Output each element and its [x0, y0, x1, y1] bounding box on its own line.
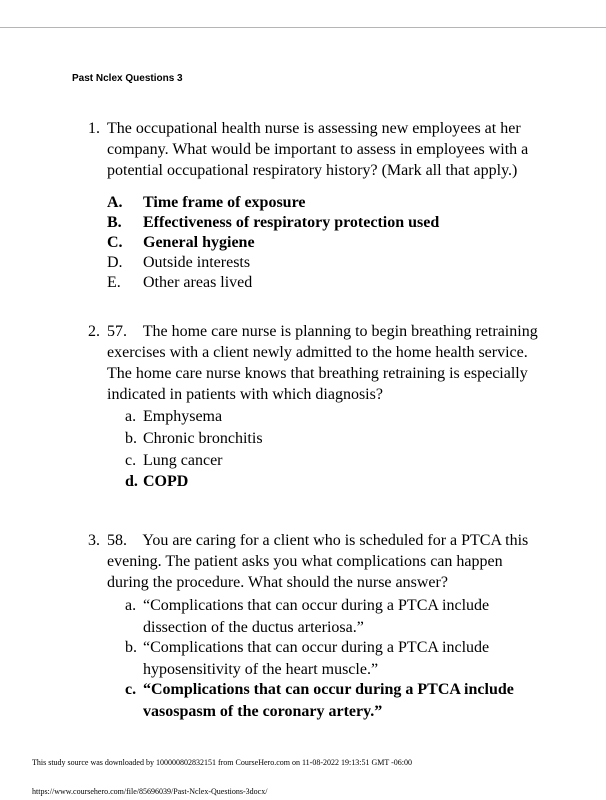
- option-letter: A.: [107, 194, 123, 211]
- option-letter: d.: [125, 473, 138, 490]
- question-1-number: 1.: [88, 120, 100, 137]
- option-text: “Complications that can occur during a PTCA include hyposensitivity of the heart muscle.”: [143, 639, 490, 678]
- option-text: “Complications that can occur during a PTCA include dissection of the ductus arteriosa.”: [143, 597, 490, 636]
- option-letter: b.: [125, 639, 137, 656]
- option-text: Time frame of exposure: [143, 194, 306, 211]
- option-text: Chronic bronchitis: [143, 430, 263, 447]
- option-text: “Complications that can occur during a PTCA include vasospasm of the coronary artery.”: [143, 681, 514, 720]
- download-notice: This study source was downloaded by 100000802832151 from CourseHero.com on 11-08-2022 19:13:51 GMT -06:00: [32, 758, 412, 767]
- source-url: https://www.coursehero.com/file/85696039/Past-Nclex-Questions-3docx/: [32, 787, 268, 796]
- option-letter: c.: [125, 681, 137, 698]
- question-2: [88, 321, 538, 405]
- option-letter: B.: [107, 214, 122, 231]
- question-3-option-a: [125, 595, 525, 639]
- document-title: Past Nclex Questions 3: [72, 73, 183, 84]
- question-2-number: 2.: [88, 323, 100, 340]
- option-text: COPD: [143, 473, 189, 490]
- option-letter: a.: [125, 408, 137, 425]
- question-3-option-c: [125, 679, 525, 723]
- option-text: Lung cancer: [143, 452, 223, 469]
- option-letter: E.: [107, 274, 121, 291]
- top-divider: [0, 27, 606, 28]
- question-2-text: 57. The home care nurse is planning to begin breathing retraining exercises with a client newly admitted to the home health service. The home care nurse knows that breathing retraining is especially indicated in patients with which diagnosis?: [107, 323, 538, 403]
- option-letter: C.: [107, 234, 123, 251]
- option-text: Effectiveness of respiratory protection used: [143, 214, 440, 231]
- option-text: Other areas lived: [143, 274, 253, 291]
- option-letter: D.: [107, 254, 123, 271]
- option-letter: b.: [125, 430, 137, 447]
- option-letter: c.: [125, 452, 137, 469]
- option-text: Outside interests: [143, 254, 251, 271]
- option-letter: a.: [125, 597, 137, 614]
- question-3-number: 3.: [88, 532, 100, 549]
- option-text: Emphysema: [143, 408, 223, 425]
- option-text: General hygiene: [143, 234, 255, 251]
- question-3: [88, 530, 538, 593]
- question-3-text: 58. You are caring for a client who is scheduled for a PTCA this evening. The patient asks you what complications can happen during the procedure. What should the nurse answer?: [107, 532, 529, 591]
- question-1: [88, 118, 538, 181]
- question-1-text: The occupational health nurse is assessing new employees at her company. What would be important to assess in employees with a potential occupational respiratory history? (Mark all that apply.): [107, 120, 529, 179]
- question-3-option-b: [125, 637, 525, 681]
